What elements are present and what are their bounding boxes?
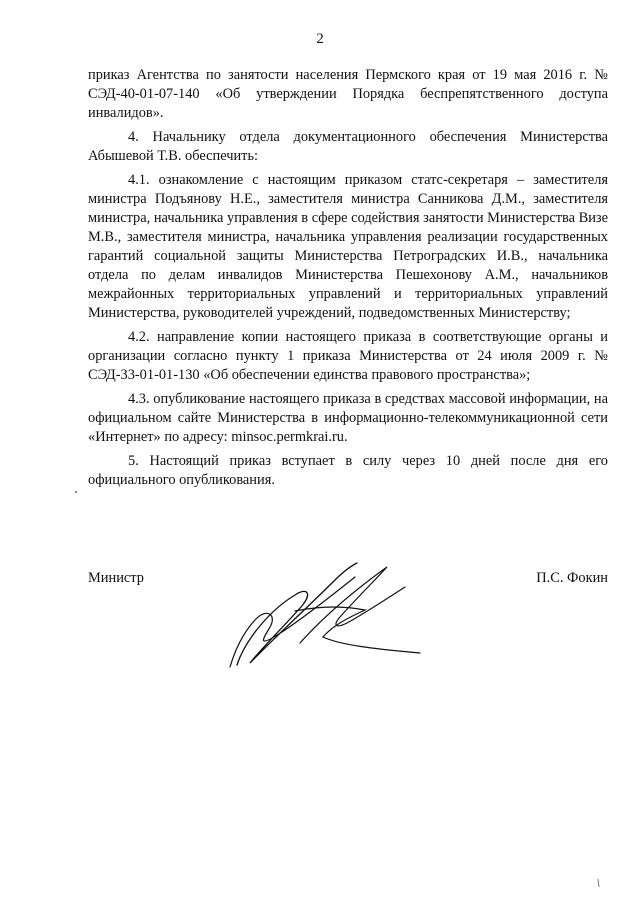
paragraph-item-4: 4. Начальнику отдела документационного обеспечения Министерства Абышевой Т.В. обеспечить: xyxy=(88,129,608,164)
paragraph-continuation: приказ Агентства по занятости населения Пермского края от 19 мая 2016 г. № СЭД-40-01-07-140 «Об утверждении Порядка беспрепятственного доступа инвалидов». xyxy=(88,67,608,121)
scan-speck xyxy=(75,491,77,493)
paragraph-item-4-3: 4.3. опубликование настоящего приказа в средствах массовой информации, на официальном сайте Министерства в информационно-телекоммуникационной сети «Интернет» по адресу: minsoc.permkrai.ru. xyxy=(88,391,608,445)
margin-tick-mark xyxy=(596,878,604,888)
page-number: 2 xyxy=(316,31,324,47)
paragraph-item-4-1: 4.1. ознакомление с настоящим приказом статс-секретаря – заместителя министра Подъянову Н.Е., заместителя министра Санникова Д.М., заместителя министра, начальника управления в сфере содействия занятости Министерства Визе М.В., заместителя министра, начальника управления реализации государственных гарантий социальной защиты Министерства Петроградских И.В., начальника отдела по делам инвалидов Министерства Пешехонову А.М., начальников межрайонных территориальных управлений и территориальных управлений Министерства, руководителей учреждений, подведомственных Министерству; xyxy=(88,172,608,321)
signatory-name: П.С. Фокин xyxy=(536,570,608,586)
paragraph-item-4-2: 4.2. направление копии настоящего приказа в соответствующие органы и организации согласно пункту 1 приказа Министерства от 24 июля 2009 г. № СЭД-33-01-01-130 «Об обеспечении единства правового пространства»; xyxy=(88,329,608,383)
document-body xyxy=(88,66,608,495)
handwritten-signature xyxy=(215,555,430,670)
signatory-title: Министр xyxy=(88,570,144,586)
paragraph-item-5: 5. Настоящий приказ вступает в силу через 10 дней после дня его официального опубликования. xyxy=(88,453,608,488)
